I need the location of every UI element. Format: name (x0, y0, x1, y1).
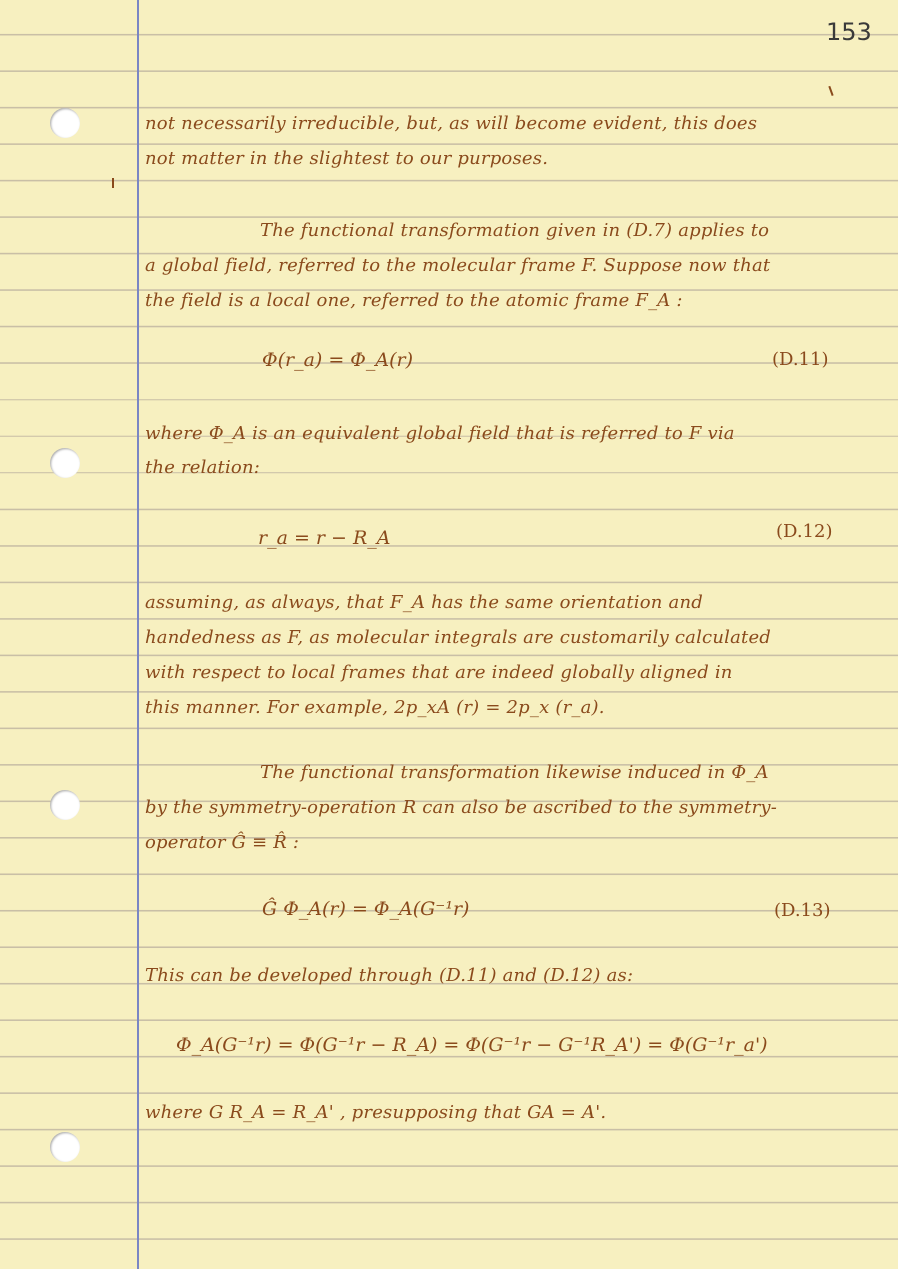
text-line: The functional transformation given in (D.7) applies to (260, 220, 770, 241)
page-number: 153 (826, 18, 872, 46)
text-line: the field is a local one, referred to the atomic frame F_A : (145, 290, 683, 311)
equation-label-d13: (D.13) (774, 900, 831, 921)
pen-mark (828, 86, 833, 96)
text-line: not matter in the slightest to our purposes. (145, 148, 549, 169)
text-line: handedness as F, as molecular integrals are customarily calculated (145, 627, 772, 648)
text-line: where Φ_A is an equivalent global field that is referred to F via (145, 423, 735, 444)
text-line: the relation: (145, 457, 261, 478)
equation-d11: Φ(r_a) = Φ_A(r) (262, 349, 414, 371)
text-line: this manner. For example, 2p_xA (r) = 2p_x (r_a). (145, 697, 605, 718)
text-line: operator Ĝ ≡ R̂ : (145, 832, 300, 853)
text-line: a global field, referred to the molecular frame F. Suppose now that (145, 255, 771, 276)
punch-hole (50, 1132, 80, 1162)
equation-d12: r_a = r − R_A (258, 527, 391, 549)
punch-hole (50, 790, 80, 820)
punch-hole (50, 448, 80, 478)
pen-mark (112, 178, 114, 188)
equation-label-d12: (D.12) (776, 521, 833, 542)
text-line: with respect to local frames that are indeed globally aligned in (145, 662, 733, 683)
text-line: This can be developed through (D.11) and (D.12) as: (145, 965, 634, 986)
text-line: assuming, as always, that F_A has the same orientation and (145, 592, 703, 613)
text-line: The functional transformation likewise induced in Φ_A (260, 762, 769, 783)
margin-rule (137, 0, 139, 1269)
equation-chain: Φ_A(G⁻¹r) = Φ(G⁻¹r − R_A) = Φ(G⁻¹r − G⁻¹R_A') = Φ(G⁻¹r_a') (176, 1034, 768, 1056)
text-line: by the symmetry-operation R can also be ascribed to the symmetry- (145, 797, 778, 818)
text-line: not necessarily irreducible, but, as will become evident, this does (145, 113, 758, 134)
equation-d13: Ĝ Φ_A(r) = Φ_A(G⁻¹r) (262, 898, 470, 920)
text-line: where G R_A = R_A' , presupposing that GA = A'. (145, 1102, 607, 1123)
equation-label-d11: (D.11) (772, 349, 829, 370)
punch-hole (50, 108, 80, 138)
